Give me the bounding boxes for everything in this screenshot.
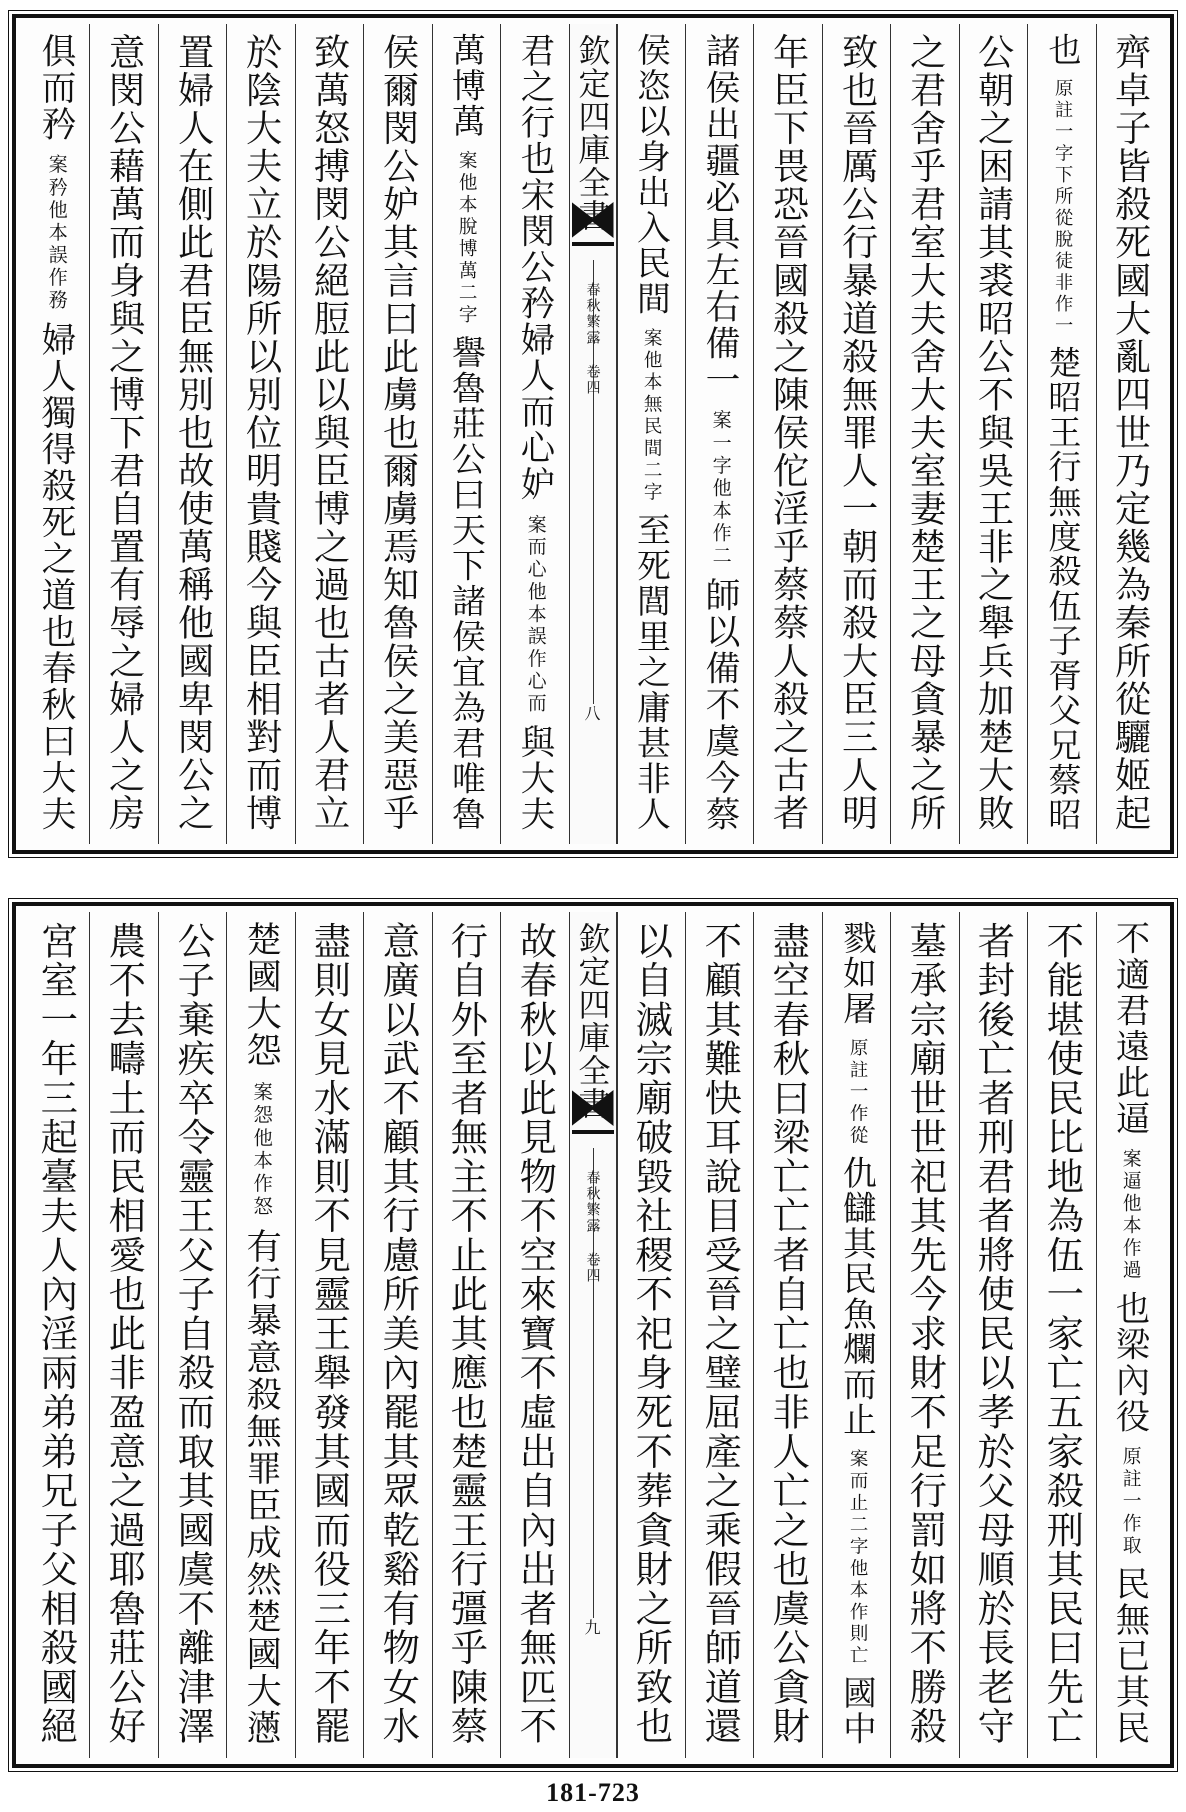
column-content — [35, 24, 76, 833]
column-content — [307, 912, 351, 1747]
column-text: 君之行也宋閔公矜婦人而心妒 — [515, 32, 555, 503]
text-column — [959, 24, 1027, 844]
text-column — [890, 24, 958, 844]
column-text: 侯恣以身出入民間 — [631, 32, 671, 317]
column-text: 不顧其難快耳說目受晉之璧屈產之乘假晉師道還 — [698, 921, 742, 1747]
text-column — [617, 24, 685, 844]
text-column — [22, 24, 89, 844]
column-content — [1110, 912, 1150, 1746]
column-text-continued: 婦人獨得殺死之道也春秋曰大夫 — [35, 321, 76, 833]
column-content — [376, 912, 420, 1747]
center-gutter — [569, 912, 617, 1758]
column-content — [515, 24, 555, 833]
column-text: 侯爾閔公妒其言曰此虜也爾虜焉知魯侯之美惡乎 — [377, 33, 419, 833]
top-text-columns — [22, 24, 1164, 844]
column-text: 戮如屠 — [837, 920, 876, 1027]
interlinear-note: 案他本脫博萬二字 — [456, 150, 478, 327]
text-column — [432, 24, 500, 844]
text-column — [158, 912, 226, 1758]
column-text-continued: 也梁內役 — [1110, 1290, 1150, 1435]
gutter-title: 欽定四庫全書 — [573, 922, 612, 1120]
text-column — [500, 912, 568, 1758]
interlinear-note: 原註一作從 — [846, 1037, 868, 1147]
column-text: 以自滅宗廟破毀社稷不祀身死不葬貪財之所致也 — [629, 921, 673, 1747]
text-column — [685, 912, 753, 1758]
column-text: 不能堪使民比地為伍一家亡五家殺刑其民曰先亡 — [1040, 921, 1084, 1747]
fish-tail-rule — [572, 242, 614, 246]
column-content — [446, 24, 486, 832]
text-column — [295, 912, 363, 1758]
column-text-continued: 有行暴意殺無罪臣成然楚國大懣 — [240, 1227, 282, 1747]
column-text: 致也晉厲公行暴道殺無罪人一朝而殺大臣三人明 — [835, 33, 878, 833]
text-column — [226, 24, 294, 844]
column-text: 意閔公藉萬而身與之博下君自置有辱之婦人之房 — [103, 33, 145, 833]
bottom-text-columns — [22, 912, 1164, 1758]
gutter-title: 欽定四庫全書 — [573, 34, 612, 232]
column-content — [308, 24, 351, 833]
column-text: 於陰大夫立於陽所以別位明貴賤今與臣相對而博 — [240, 33, 282, 833]
page-number: 181-723 — [546, 1778, 640, 1807]
column-text: 盡空春秋曰梁亡亡者自亡也非人亡之也虞公貪財 — [766, 921, 810, 1747]
interlinear-note: 原註一字下所從脫徒非作一 — [1051, 78, 1073, 337]
column-content — [629, 912, 673, 1747]
column-content — [1109, 24, 1152, 833]
column-content — [903, 912, 947, 1747]
text-column — [432, 912, 500, 1758]
text-column — [822, 912, 890, 1758]
text-column — [685, 24, 753, 844]
column-content — [240, 912, 282, 1747]
column-content — [377, 24, 419, 833]
text-column — [89, 24, 157, 844]
text-column — [1096, 24, 1164, 844]
column-text: 諸侯出疆必具左右備一 — [699, 32, 740, 398]
gutter-book-title: 春秋繁露 卷四 — [584, 1170, 601, 1284]
column-text: 者封後亡者刑君者將使民以孝於父母順於長老守 — [971, 921, 1015, 1747]
column-content — [835, 24, 878, 833]
column-text: 年臣下畏恐晉國殺之陳侯佗淫乎蔡蔡人殺之古者 — [767, 33, 809, 833]
column-text-continued: 至死閭里之庸甚非人 — [631, 512, 671, 832]
column-text: 墓承宗廟世世祀其先今求財不足行罰如將不勝殺 — [903, 921, 947, 1747]
column-text: 不適君遠此逼 — [1110, 920, 1150, 1137]
column-text: 公朝之困請其裘昭公不與吳王非之舉兵加楚大敗 — [972, 33, 1015, 833]
column-content — [904, 24, 946, 833]
column-content — [1042, 24, 1081, 833]
text-column — [753, 24, 821, 844]
interlinear-note: 案矜他本誤作務 — [45, 154, 68, 313]
interlinear-note: 原註一作取 — [1120, 1446, 1142, 1558]
column-text: 行自外至者無主不止此其應也楚靈王行彊乎陳蔡 — [444, 921, 488, 1747]
column-text-continued: 楚昭王行無度殺伍子胥父兄蔡昭 — [1042, 345, 1081, 833]
text-column — [295, 24, 363, 844]
column-content — [971, 912, 1015, 1747]
text-column — [1096, 912, 1164, 1758]
text-column — [226, 912, 294, 1758]
text-column — [22, 912, 89, 1758]
gutter-book-title: 春秋繁露 卷四 — [584, 282, 601, 396]
column-text: 致萬怒搏閔公絕脰此以與臣博之過也古者人君立 — [308, 33, 351, 833]
text-column — [89, 912, 157, 1758]
column-content — [103, 24, 145, 833]
column-content — [698, 912, 742, 1747]
column-text: 萬博萬 — [446, 32, 486, 139]
column-text: 齊卓子皆殺死國大亂四世乃定幾為秦所從驪姬起 — [1109, 33, 1152, 833]
column-text: 之君舍乎君室大夫舍大夫室妻楚王之母貪暴之所 — [904, 33, 946, 833]
column-content — [171, 24, 214, 833]
column-text: 故春秋以此見物不空來寶不虛出自內出者無匹不 — [513, 921, 557, 1747]
interlinear-note: 案怨他本作怒 — [250, 1081, 273, 1219]
fish-tail-rule — [572, 1130, 614, 1134]
column-text-continued: 民無已其民 — [1110, 1565, 1150, 1746]
text-column — [363, 24, 431, 844]
column-content — [631, 24, 671, 832]
gutter-leaf-number: 九 — [584, 1618, 601, 1637]
column-text-continued: 譽魯莊公曰天下諸侯宜為君唯魯 — [446, 334, 486, 832]
column-content — [767, 24, 809, 833]
text-column — [1027, 912, 1095, 1758]
column-content — [513, 912, 557, 1747]
column-content — [972, 24, 1015, 833]
bottom-page-panel — [12, 902, 1174, 1768]
center-gutter — [569, 24, 617, 844]
column-text: 公子棄疾卒令靈王父子自殺而取其國虞不離津澤 — [171, 921, 215, 1747]
column-content — [699, 24, 740, 833]
column-content — [837, 912, 876, 1746]
column-text: 宮室一年三起臺夫人內淫兩弟弟兄子父相殺國絕 — [34, 921, 78, 1747]
column-text: 置婦人在側此君臣無別也故使萬稱他國卑閔公之 — [171, 33, 214, 833]
column-content — [34, 912, 78, 1747]
column-content — [444, 912, 488, 1747]
text-column — [363, 912, 431, 1758]
interlinear-note: 案逼他本作過 — [1120, 1148, 1142, 1282]
column-text: 意廣以武不顧其行慮所美內罷其眾乾谿有物女水 — [376, 921, 420, 1747]
interlinear-note: 案而止二字他本作則亡 — [846, 1448, 868, 1668]
top-page-panel — [12, 14, 1174, 854]
gutter-leaf-number: 八 — [584, 704, 601, 723]
text-column — [890, 912, 958, 1758]
text-column — [158, 24, 226, 844]
column-content — [1040, 912, 1084, 1747]
column-text: 農不去疇土而民相愛也此非盈意之過耶魯莊公好 — [102, 921, 146, 1747]
text-column — [1027, 24, 1095, 844]
column-text: 也 — [1042, 32, 1081, 68]
column-content — [240, 24, 282, 833]
column-text-continued: 國中 — [837, 1675, 876, 1746]
column-text-continued: 與大夫 — [515, 724, 555, 833]
column-text: 盡則女見水滿則不見靈王舉發其國而役三年不罷 — [307, 921, 351, 1747]
column-text: 俱而矜 — [35, 32, 76, 143]
text-column — [822, 24, 890, 844]
column-text: 楚國大怨 — [240, 920, 282, 1069]
column-text-continued: 仇讎其民魚爛而止 — [837, 1155, 876, 1438]
text-column — [617, 912, 685, 1758]
interlinear-note: 案一字他本作二 — [709, 409, 731, 568]
column-content — [766, 912, 810, 1747]
text-column — [959, 912, 1027, 1758]
column-content — [171, 912, 215, 1747]
column-content — [102, 912, 146, 1747]
text-column — [753, 912, 821, 1758]
column-text-continued: 師以備不虞今蔡 — [699, 576, 740, 833]
interlinear-note: 案而心他本誤作心而 — [524, 514, 546, 716]
interlinear-note: 案他本無民間二字 — [641, 328, 663, 504]
text-column — [500, 24, 568, 844]
